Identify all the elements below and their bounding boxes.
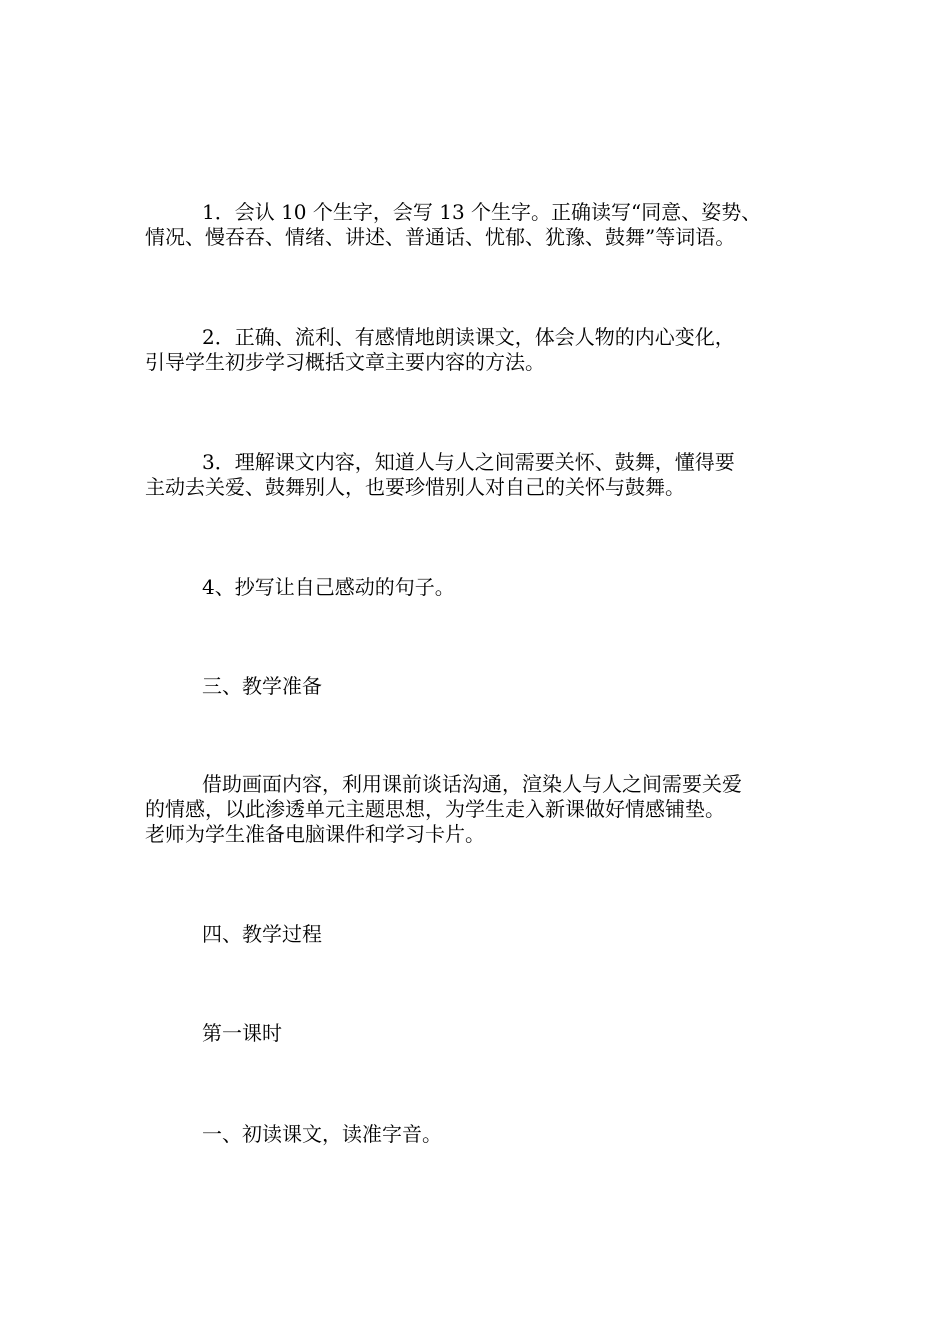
preparation-paragraph [145,772,810,847]
objective-2-line-1: 2．正确、流利、有感情地朗读课文，体会人物的内心变化， [202,325,735,349]
section-three-heading: 三、教学准备 [202,674,322,698]
objective-1-line-2: 情况、慢吞吞、情绪、讲述、普通话、忧郁、犹豫、鼓舞”等词语。 [145,225,736,249]
section-four-heading: 四、教学过程 [202,922,322,946]
objective-3-line-2: 主动去关爱、鼓舞别人，也要珍惜别人对自己的关怀与鼓舞。 [145,475,685,499]
preparation-line-2: 的情感，以此渗透单元主题思想，为学生走入新课做好情感铺垫。 [145,797,725,821]
lesson-heading: 第一课时 [202,1021,282,1045]
step-one-heading: 一、初读课文，读准字音。 [202,1122,442,1146]
objective-1-line-1: 1．会认 10 个生字，会写 13 个生字。正确读写“同意、姿势、 [202,200,762,224]
objective-2-line-2: 引导学生初步学习概括文章主要内容的方法。 [145,350,545,374]
objective-3-line-1: 3．理解课文内容，知道人与人之间需要关怀、鼓舞，懂得要 [202,450,735,474]
preparation-line-1: 借助画面内容，利用课前谈话沟通，渲染人与人之间需要关爱 [202,772,742,796]
preparation-line-3: 老师为学生准备电脑课件和学习卡片。 [145,822,485,846]
objective-4 [202,575,455,600]
objective-1 [145,200,810,250]
objective-4-line-1: 4、抄写让自己感动的句子。 [202,575,455,599]
objective-2 [145,325,810,375]
objective-3 [145,450,810,500]
